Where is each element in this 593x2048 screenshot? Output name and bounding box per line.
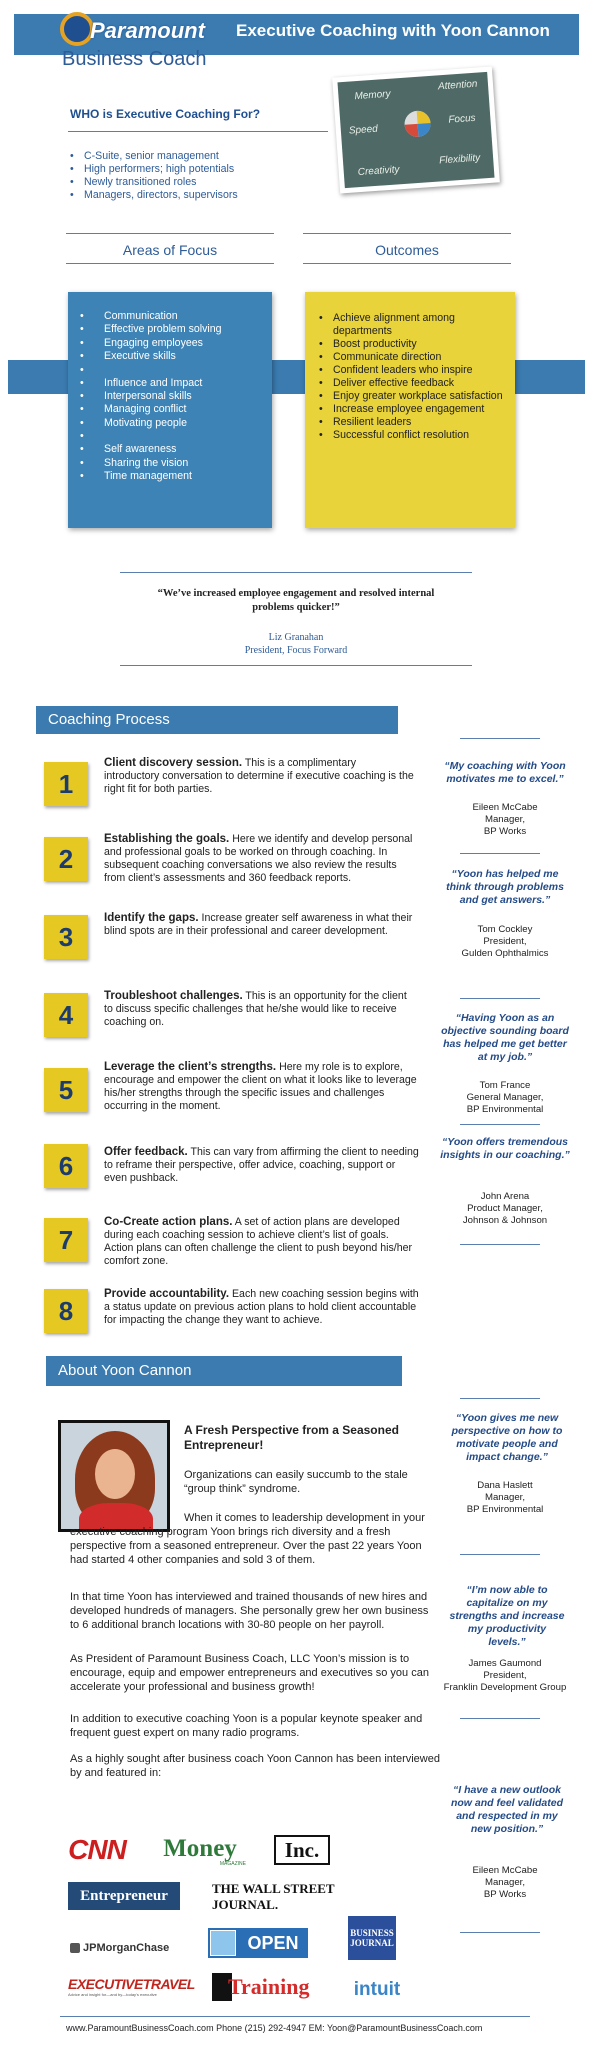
brand-main: Paramount [90, 18, 205, 43]
areas-item: • Communication [80, 310, 272, 323]
who-item: • High performers; high potentials [70, 163, 238, 176]
step-number: 7 [44, 1218, 88, 1262]
about-subheading: A Fresh Perspective from a Seasoned Entrepreneur! [184, 1423, 399, 1452]
step-title: Leverage the client’s strengths. [104, 1061, 277, 1073]
money-logo-sub: MAGAZINE [219, 1861, 246, 1867]
inc-logo: Inc. [274, 1835, 330, 1865]
areas-rule-bottom [66, 263, 274, 264]
side-quote-org: BP Works [483, 1889, 527, 1900]
outcomes-item: • Communicate direction [319, 351, 505, 364]
areas-tile [68, 292, 272, 528]
testimonial-name: Liz Granahan [268, 632, 324, 643]
brand-logo[interactable] [60, 10, 230, 74]
testimonial-quote: “We’ve increased employee engagement and resolved internal problems quicker!” [157, 588, 435, 613]
step-number: 8 [44, 1289, 88, 1333]
jpmorgan-logo [70, 1938, 169, 1958]
areas-item [80, 430, 272, 443]
step-title: Client discovery session. [104, 757, 243, 769]
step-text [104, 833, 419, 885]
side-quote-role: Manager, [484, 814, 525, 825]
areas-heading: Areas of Focus [122, 242, 218, 258]
step-number: 5 [44, 1068, 88, 1112]
footer-rule [60, 2016, 530, 2017]
brain-pie-icon [402, 108, 434, 140]
areas-item: • Influence and Impact [80, 377, 272, 390]
step-title: Co-Create action plans. [104, 1216, 233, 1228]
process-heading: Coaching Process [48, 711, 170, 728]
who-heading: WHO is Executive Coaching For? [70, 107, 261, 121]
side-quote-name: James Gaumond [468, 1658, 542, 1669]
open-logo-text: OPEN [247, 1932, 299, 1953]
about-p6: As a highly sought after business coach Yoon Cannon has been interviewed by and featured in: [70, 1753, 440, 1779]
chalk-word: Creativity [357, 164, 400, 179]
chalk-word: Attention [437, 78, 478, 93]
step-number: 3 [44, 915, 88, 959]
amex-open-logo [208, 1928, 308, 1958]
areas-item: • Managing conflict [80, 403, 272, 416]
areas-rule-top [66, 233, 274, 234]
octagon-icon [70, 1943, 80, 1953]
side-quote: “Yoon has helped me think through problems and get answers.” [446, 868, 564, 906]
step-body: A set of action plans are developed during each coaching session to achieve client’s list of goals. Action plans can often challenge the client to push beyond his/her comfort zone. [104, 1216, 413, 1267]
step-body: This can vary from affirming the client to needing to reframe their perspective, offer advice, coaching, support or even pushback. [104, 1146, 419, 1184]
about-p2-text: When it comes to leadership development in your executive coaching program Yoon brings rich diversity and a fresh perspective from a seasoned entrepreneur. Over the past 22 years Yoon had started 4 other companies and sold 3 of them. [70, 1512, 425, 1566]
side-quote-org: Franklin Development Group [443, 1682, 567, 1693]
wsj-logo: THE WALL STREET JOURNAL. [212, 1881, 335, 1912]
side-quote-org: Gulden Ophthalmics [461, 948, 549, 959]
side-quote-role: General Manager, [466, 1092, 544, 1103]
about-p5: In addition to executive coaching Yoon is a popular keynote speaker and frequent guest expert on many radio programs. [70, 1713, 423, 1739]
side-quote: “Yoon offers tremendous insights in our coaching.” [440, 1136, 570, 1161]
about-p3: In that time Yoon has interviewed and trained thousands of new hires and developed hundreds of managers. She personally grew her own business to 6 additional branch locations with 30-80 people on her payroll. [70, 1591, 429, 1631]
side-rule [460, 1718, 540, 1719]
outcomes-list [319, 312, 505, 442]
areas-item: • Executive skills [80, 350, 272, 363]
areas-item: • Effective problem solving [80, 323, 272, 336]
about-p2 [70, 1511, 440, 1567]
step-text [104, 1216, 419, 1268]
chalk-word: Focus [448, 112, 476, 126]
amex-box-icon [210, 1930, 236, 1956]
about-p1: Organizations can easily succumb to the stale “group think” syndrome. [184, 1469, 408, 1495]
executive-travel-logo [68, 1976, 195, 2004]
outcomes-item: • Deliver effective feedback [319, 377, 505, 390]
side-quote-name: Eileen McCabe [472, 802, 538, 813]
exec-travel-text: EXECUTIVETRAVEL [68, 1976, 195, 1992]
side-quote-name: John Arena [480, 1191, 530, 1202]
side-quote: “My coaching with Yoon motivates me to excel.” [444, 760, 566, 785]
who-rule [68, 131, 328, 132]
side-quote-name: Eileen McCabe [472, 1865, 538, 1876]
about-p4: As President of Paramount Business Coach, LLC Yoon’s mission is to encourage, equip and empower entrepreneurs and executives so you can accelerate your professional and business growth! [70, 1653, 429, 1693]
jpmorgan-logo-text: JPMorganChase [83, 1942, 170, 1954]
side-quote-name: Tom France [479, 1080, 531, 1091]
business-journal-logo [348, 1916, 396, 1960]
areas-item: • Interpersonal skills [80, 390, 272, 403]
money-logo-text: Money [163, 1835, 237, 1862]
areas-item [80, 364, 272, 377]
about-heading: About Yoon Cannon [58, 1362, 192, 1379]
side-quote-role: Manager, [484, 1492, 525, 1503]
side-quote-name: Dana Haslett [477, 1480, 533, 1491]
side-quote: “I’m now able to capitalize on my strengths and increase my productivity levels.” [449, 1584, 565, 1648]
side-rule [460, 853, 540, 854]
brand-sub: Business Coach [62, 48, 207, 70]
outcomes-item: • Boost productivity [319, 338, 505, 351]
areas-item: • Engaging employees [80, 337, 272, 350]
face-shape [95, 1449, 135, 1499]
step-number: 6 [44, 1144, 88, 1188]
money-logo [154, 1835, 246, 1867]
side-quote-org: BP Environmental [466, 1104, 544, 1115]
side-quote-role: Manager, [484, 1877, 525, 1888]
step-body: This is a complimentary introductory conversation to determine if executive coaching is the right fit for both parties. [104, 757, 414, 795]
side-rule [460, 738, 540, 739]
who-item: • C-Suite, senior management [70, 150, 238, 163]
who-item: • Newly transitioned roles [70, 176, 238, 189]
side-quote-org: BP Works [483, 826, 527, 837]
chalk-word: Flexibility [438, 152, 481, 167]
areas-list [80, 310, 272, 483]
testimonial-role: President, Focus Forward [244, 645, 348, 656]
footer-text[interactable]: www.ParamountBusinessCoach.com Phone (215) 292-4947 EM: Yoon@ParamountBusinessCoach.com [66, 2023, 483, 2033]
outcomes-item: • Achieve alignment among departments [319, 312, 505, 338]
outcomes-item: • Successful conflict resolution [319, 429, 505, 442]
page-title: Executive Coaching with Yoon Cannon [236, 21, 550, 40]
side-rule [460, 1124, 540, 1125]
step-text [104, 1061, 419, 1113]
testimonial-rule-top [120, 572, 472, 573]
step-body: Here we identify and develop personal and professional goals to be worked on through coaching. In subsequent coaching conversations we also review the results from client’s assessments and 360 feedback reports. [104, 833, 413, 884]
step-title: Provide accountability. [104, 1288, 230, 1300]
areas-item: • Self awareness [80, 443, 272, 456]
areas-item: • Motivating people [80, 417, 272, 430]
side-quote-org: Johnson & Johnson [462, 1215, 548, 1226]
step-title: Troubleshoot challenges. [104, 990, 243, 1002]
step-body: Each new coaching session begins with a status update on previous action plans to hold client accountable for impacting the change they want to achieve. [104, 1288, 419, 1326]
outcomes-item: • Resilient leaders [319, 416, 505, 429]
who-list [70, 150, 238, 202]
side-rule [460, 998, 540, 999]
areas-item: • Sharing the vision [80, 457, 272, 470]
testimonial-rule-bottom [120, 665, 472, 666]
step-text [104, 990, 414, 1029]
step-body: This is an opportunity for the client to discuss specific challenges that he/she would like to receive coaching on. [104, 990, 407, 1028]
step-title: Establishing the goals. [104, 833, 230, 845]
side-quote-role: President, [483, 936, 527, 947]
outcomes-heading: Outcomes [375, 242, 439, 258]
training-logo-text: Training [228, 1974, 310, 1999]
entrepreneur-logo: Entrepreneur [68, 1882, 180, 1910]
side-rule [460, 1398, 540, 1399]
side-rule [460, 1554, 540, 1555]
cnn-logo: CNN [68, 1834, 126, 1865]
step-text [104, 1146, 419, 1185]
chalk-word: Speed [348, 123, 379, 137]
bj-line1: BUSINESS [350, 1928, 394, 1938]
side-rule [460, 1932, 540, 1933]
logo-circle-icon [60, 12, 94, 46]
outcomes-rule-bottom [303, 263, 511, 264]
step-text [104, 912, 414, 938]
outcomes-item: • Confident leaders who inspire [319, 364, 505, 377]
exec-travel-sub: Advice and insight for—and by—today’s executive [68, 1992, 157, 1997]
chalk-word: Memory [354, 88, 391, 103]
who-item: • Managers, directors, supervisors [70, 189, 238, 202]
step-number: 4 [44, 993, 88, 1037]
side-quote-role: Product Manager, [467, 1203, 543, 1214]
outcomes-rule-top [303, 233, 511, 234]
side-quote-role: President, [483, 1670, 527, 1681]
outcomes-item: • Enjoy greater workplace satisfaction [319, 390, 505, 403]
side-quote: “I have a new outlook now and feel validated and respected in my new position.” [450, 1784, 564, 1835]
step-text [104, 1288, 419, 1327]
outcomes-item: • Increase employee engagement [319, 403, 505, 416]
step-title: Offer feedback. [104, 1146, 188, 1158]
bj-line2: JOURNAL [350, 1938, 394, 1948]
step-title: Identify the gaps. [104, 912, 199, 924]
chalkboard-image [332, 67, 500, 194]
areas-item: • Time management [80, 470, 272, 483]
side-rule [460, 1244, 540, 1245]
step-body: Increase greater self awareness in what their blind spots are in their professional and career development. [104, 912, 413, 937]
side-quote: “Having Yoon as an objective sounding board has helped me get better at my job.” [441, 1012, 569, 1063]
step-number: 2 [44, 837, 88, 881]
step-number: 1 [44, 762, 88, 806]
intuit-logo: intuit [353, 1979, 401, 2000]
step-body: Here my role is to explore, encourage and empower the client on what it looks like to leverage his/her strengths through the specific issues and challenges occurring in the moment. [104, 1061, 417, 1112]
outcomes-tile [305, 292, 515, 528]
side-quote: “Yoon gives me new perspective on how to motivate people and impact change.” [451, 1412, 563, 1463]
side-quote-name: Tom Cockley [477, 924, 533, 935]
training-logo [212, 1972, 322, 2002]
side-quote-org: BP Environmental [466, 1504, 544, 1515]
step-text [104, 757, 414, 796]
